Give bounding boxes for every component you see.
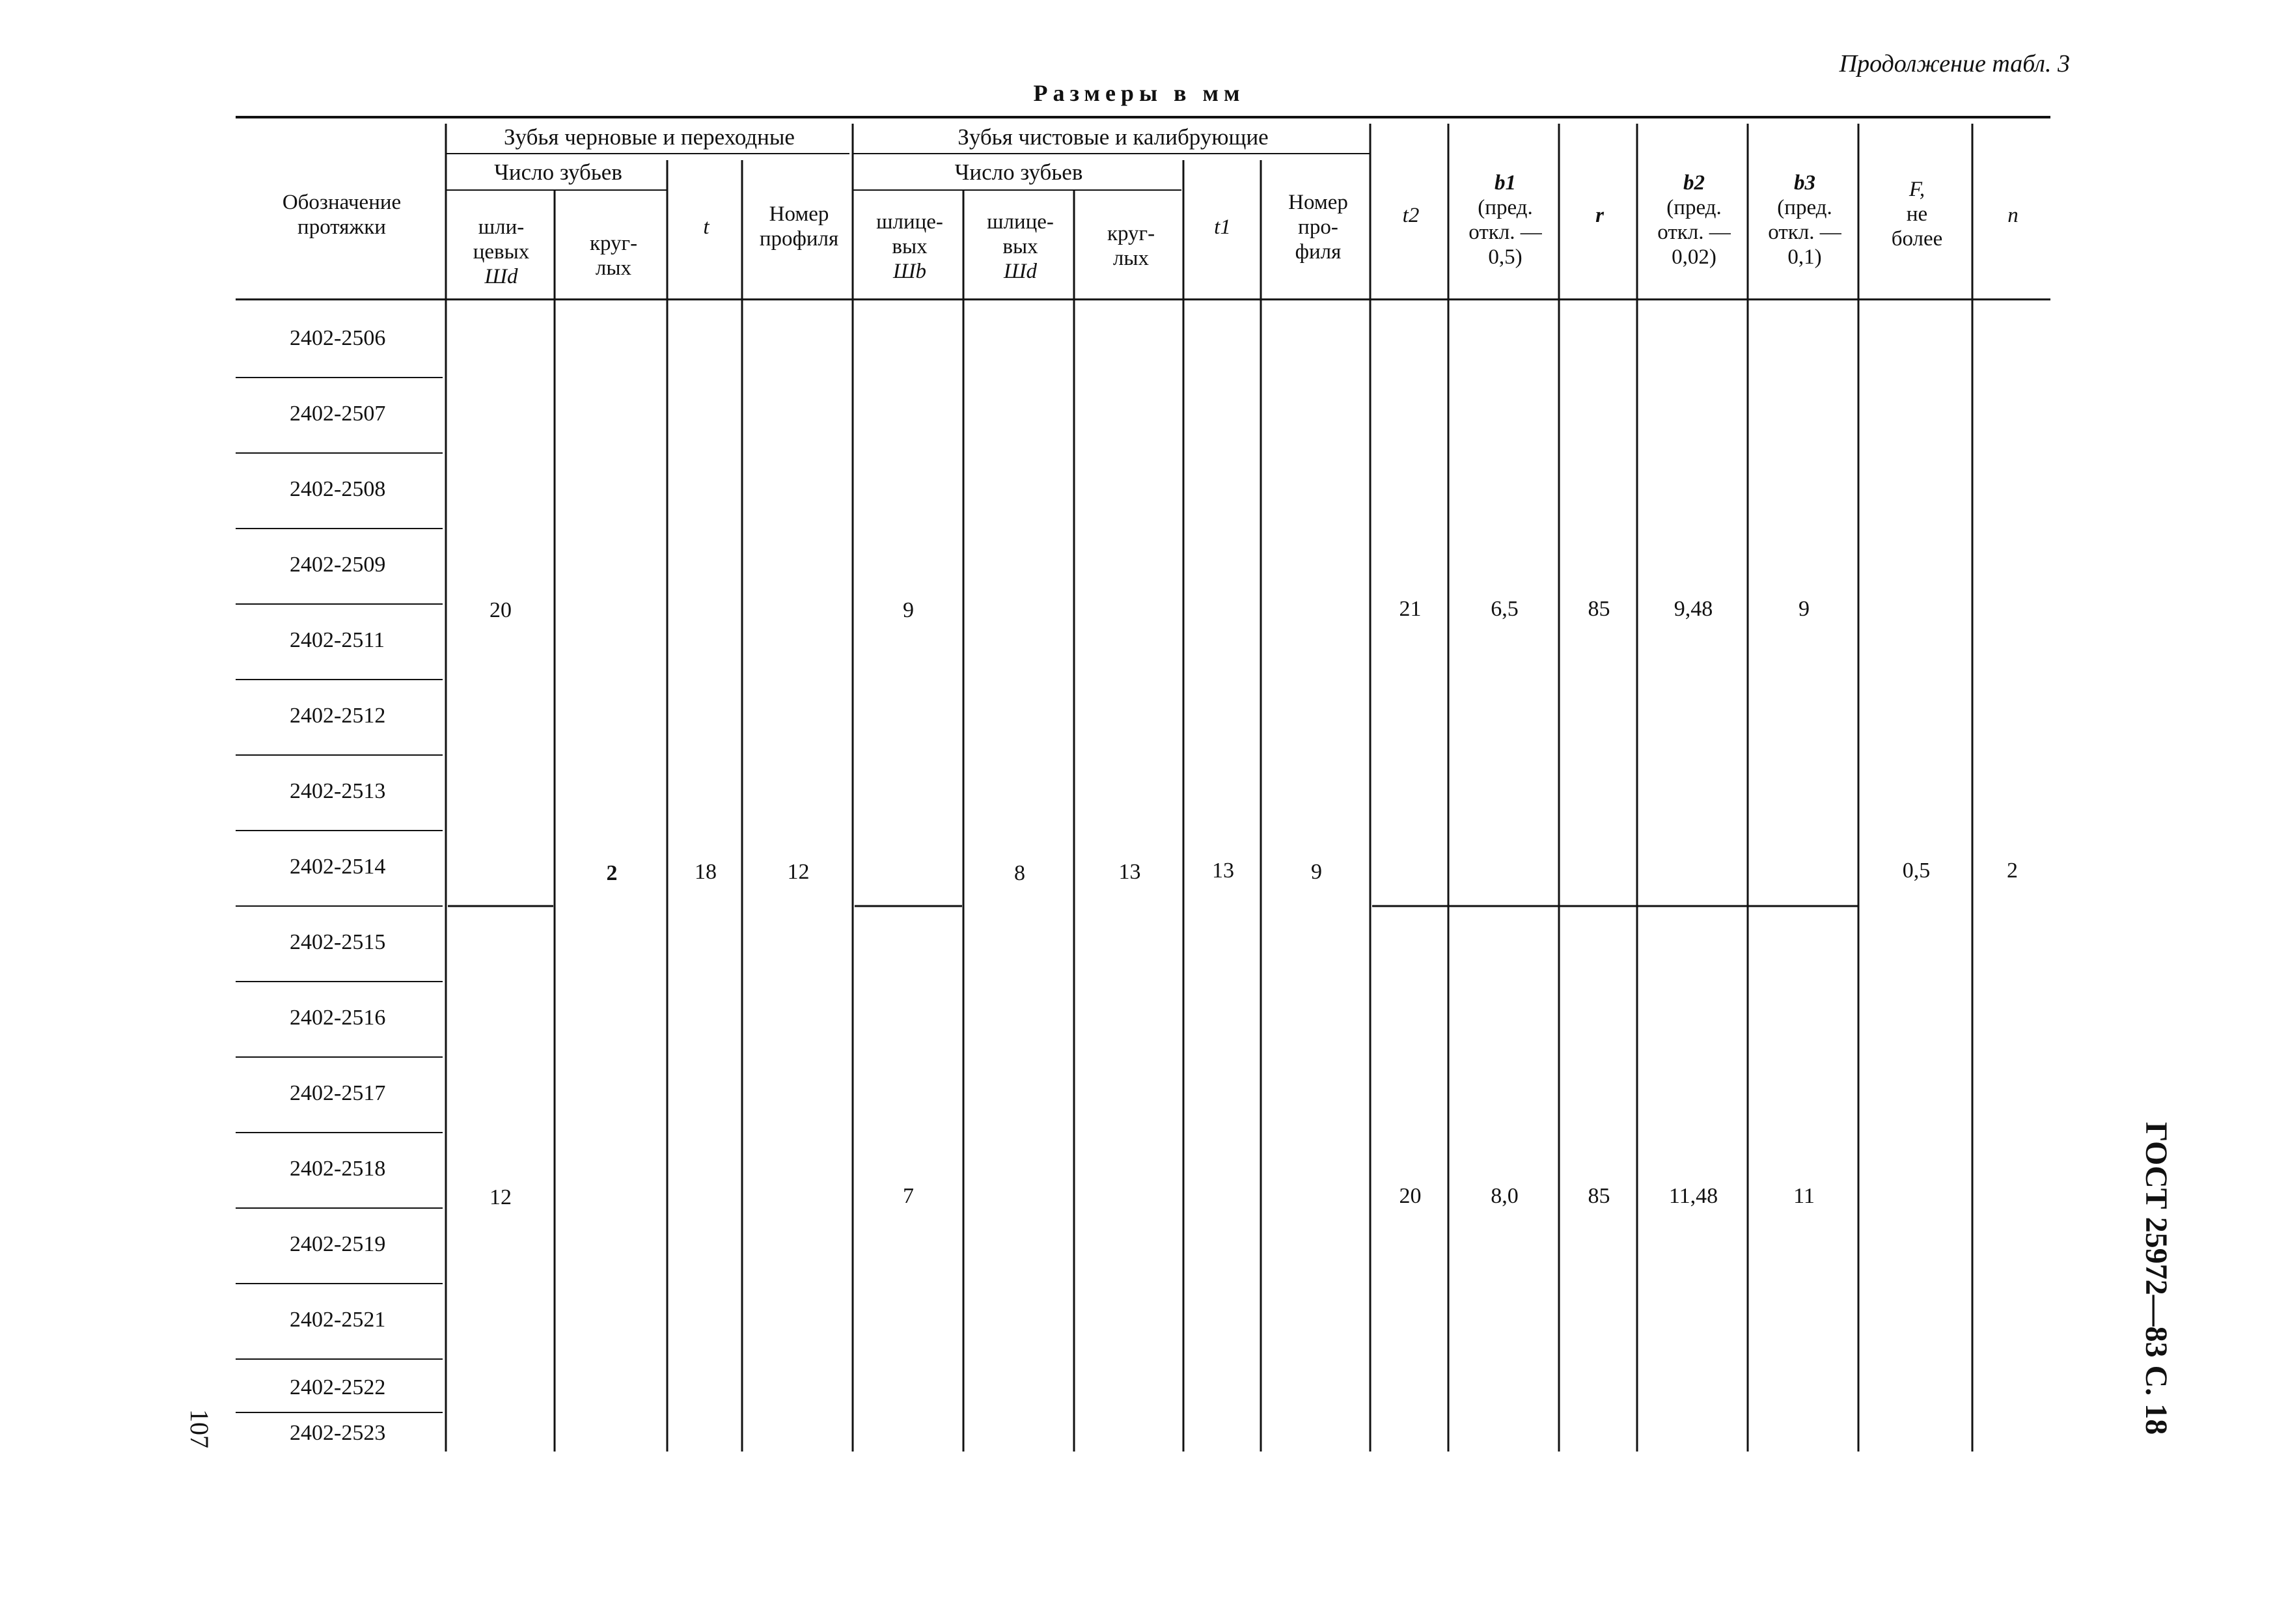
designation-row-15: 2402-2522 <box>290 1375 386 1399</box>
header-finish-spline-b <box>856 210 963 284</box>
header-finish-spline-b-label: шлице-вых <box>876 210 943 258</box>
designation-row-12: 2402-2518 <box>290 1157 386 1181</box>
header-b3 <box>1751 171 1858 269</box>
g2-b1: 8,0 <box>1491 1184 1519 1208</box>
header-finish-count: Число зубьев <box>954 159 1083 185</box>
designation-row-10: 2402-2516 <box>290 1006 386 1030</box>
header-F-note: не более <box>1891 202 1943 251</box>
header-rough-spline-label: шли-цевых <box>473 215 530 264</box>
designation-row-16: 2402-2523 <box>290 1421 386 1445</box>
designation-row-6: 2402-2512 <box>290 704 386 728</box>
g1-finish-spline-b: 9 <box>903 598 914 622</box>
designation-row-14: 2402-2521 <box>290 1308 386 1332</box>
header-r: r <box>1595 204 1604 227</box>
common-t1: 13 <box>1212 859 1234 883</box>
header-b2 <box>1640 171 1748 269</box>
header-rough-round: круг-лых <box>589 232 638 280</box>
header-b3-tolerance: (пред. откл. —0,1) <box>1768 196 1841 269</box>
header-designation: Обозначение протяжки <box>282 191 402 239</box>
g2-rough-spline: 12 <box>489 1185 512 1209</box>
designation-row-1: 2402-2506 <box>290 326 386 350</box>
header-F-symbol: F, <box>1909 178 1925 201</box>
header-rough-group: Зубья черновые и переходные <box>504 124 795 150</box>
designation-row-5: 2402-2511 <box>290 628 385 652</box>
header-rough-profile: Номер профиля <box>759 202 839 251</box>
header-rough-spline <box>449 215 553 289</box>
common-finish-spline-d: 8 <box>1014 861 1025 885</box>
header-t1: t1 <box>1214 215 1231 239</box>
header-b3-symbol: b3 <box>1794 171 1815 195</box>
header-rough-spline-symbol: Шd <box>484 265 518 288</box>
header-finish-spline-b-symbol: Шb <box>893 260 926 283</box>
header-n: n <box>2007 204 2019 227</box>
designation-row-13: 2402-2519 <box>290 1232 386 1256</box>
designation-row-4: 2402-2509 <box>290 553 386 577</box>
common-t: 18 <box>695 860 717 884</box>
side-title: ГОСТ 25972—83 С. 18 <box>2139 1122 2173 1435</box>
designation-row-8: 2402-2514 <box>290 855 386 879</box>
header-b2-symbol: b2 <box>1683 171 1705 195</box>
header-finish-profile: Номер про-филя <box>1288 191 1348 264</box>
header-b2-tolerance: (пред. откл. —0,02) <box>1657 196 1731 269</box>
header-rough-count: Число зубьев <box>494 159 622 185</box>
designation-row-9: 2402-2515 <box>290 930 386 954</box>
g2-b3: 11 <box>1793 1184 1815 1208</box>
common-finish-round: 13 <box>1118 860 1141 884</box>
header-t2: t2 <box>1402 204 1420 227</box>
header-b1 <box>1452 171 1559 269</box>
g1-r: 85 <box>1588 597 1610 621</box>
continuation-label: Продолжение табл. 3 <box>1839 50 2070 77</box>
header-finish-round: круг-лых <box>1107 222 1155 270</box>
header-b1-tolerance: (пред. откл. —0,5) <box>1468 196 1542 269</box>
designation-row-2: 2402-2507 <box>290 402 386 426</box>
common-rough-profile: 12 <box>787 860 810 884</box>
header-finish-group: Зубья чистовые и калибрующие <box>958 124 1269 150</box>
header-finish-spline-d-symbol: Шd <box>1004 260 1037 283</box>
g2-finish-spline-b: 7 <box>903 1184 914 1208</box>
common-finish-profile: 9 <box>1311 860 1322 884</box>
g2-t2: 20 <box>1399 1184 1422 1208</box>
g2-b2: 11,48 <box>1668 1184 1718 1208</box>
g1-rough-spline: 20 <box>489 598 512 622</box>
g1-b3: 9 <box>1799 597 1810 621</box>
designation-row-3: 2402-2508 <box>290 477 386 501</box>
designation-row-11: 2402-2517 <box>290 1081 386 1105</box>
common-n: 2 <box>2007 859 2018 883</box>
units-label: Размеры в мм <box>1033 80 1245 106</box>
header-finish-spline-d <box>967 210 1074 284</box>
header-t: t <box>703 215 710 239</box>
common-rough-round: 2 <box>606 861 618 885</box>
header-b1-symbol: b1 <box>1495 171 1516 195</box>
header-finish-spline-d-label: шлице-вых <box>987 210 1054 258</box>
g1-b2: 9,48 <box>1674 597 1713 621</box>
g1-b1: 6,5 <box>1491 597 1519 621</box>
g1-t2: 21 <box>1399 597 1422 621</box>
designation-row-7: 2402-2513 <box>290 779 386 803</box>
g2-r: 85 <box>1588 1184 1610 1208</box>
common-F: 0,5 <box>1902 859 1931 883</box>
page-number: 107 <box>185 1409 214 1448</box>
header-F <box>1862 177 1972 251</box>
